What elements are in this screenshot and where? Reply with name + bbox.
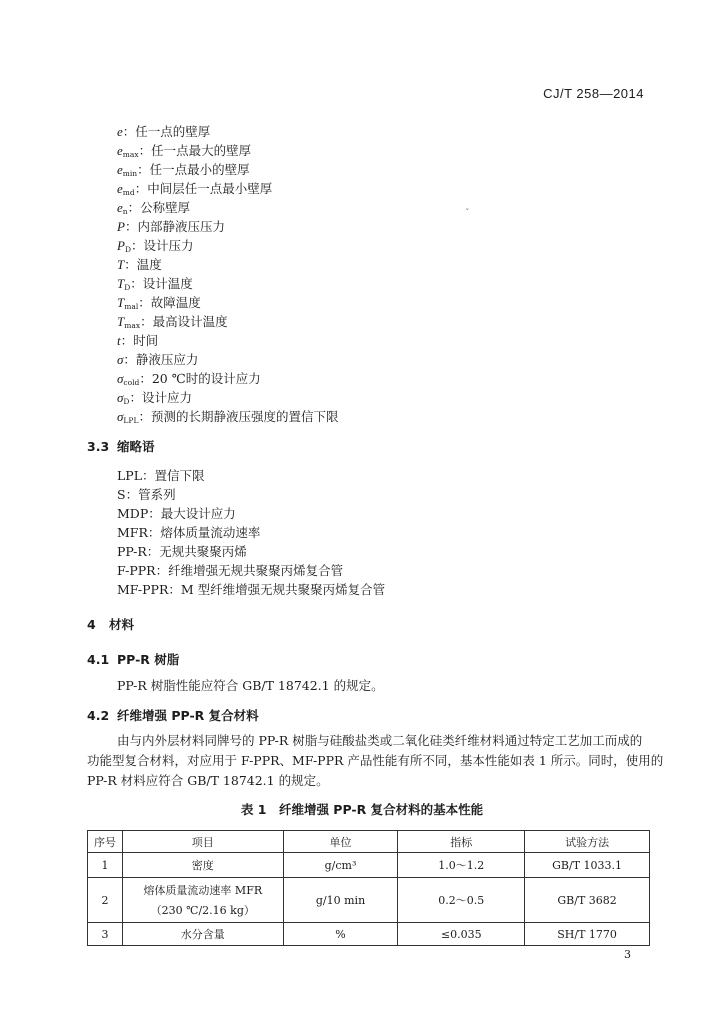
abbreviation-item: S：管系列: [117, 487, 176, 502]
symbol-item: $e_{min}$：任一点最小的壁厚: [117, 162, 250, 178]
cell-unit: %: [283, 923, 398, 946]
header-method: 试验方法: [525, 831, 650, 853]
section-4-2-body-line: PP-R 材料应符合 GB/T 18742.1 的规定。: [87, 773, 329, 788]
header-unit: 单位: [283, 831, 398, 853]
table-1-caption: 表 1 纤维增强 PP-R 复合材料的基本性能: [240, 802, 484, 817]
section-4-1-body: PP-R 树脂性能应符合 GB/T 18742.1 的规定。: [117, 678, 384, 693]
cell-no: 1: [88, 853, 123, 878]
abbreviation-item: MF-PPR：M 型纤维增强无规共聚聚丙烯复合管: [117, 582, 386, 597]
header-spec: 指标: [398, 831, 525, 853]
abbreviation-item: PP-R：无规共聚聚丙烯: [117, 544, 247, 559]
section-4-1-heading: 4.1 PP-R 树脂: [87, 652, 180, 667]
table-row: [88, 923, 650, 946]
cell-no: 2: [88, 878, 123, 923]
abbreviation-item: F-PPR：纤维增强无规共聚聚丙烯复合管: [117, 563, 344, 578]
cell-spec: ≤0.035: [398, 923, 525, 946]
symbol-item: t：时间: [117, 333, 159, 348]
symbol-item: T：温度: [117, 257, 162, 272]
abbreviation-item: LPL：置信下限: [117, 468, 205, 483]
cell-item-line2: （230 ℃/2.16 kg）: [150, 904, 255, 917]
table-row: [88, 853, 650, 878]
table-row: [88, 878, 650, 923]
properties-table: [87, 830, 650, 946]
abbreviation-item: MFR：熔体质量流动速率: [117, 525, 261, 540]
cell-method: GB/T 1033.1: [525, 853, 650, 878]
cell-item: [122, 878, 283, 923]
symbol-item: $P_D$：设计压力: [117, 238, 194, 254]
section-4-2-heading: 4.2 纤维增强 PP-R 复合材料: [87, 708, 259, 723]
symbol-item: P：内部静液压压力: [117, 219, 225, 234]
symbol-item: σ：静液压应力: [117, 352, 199, 367]
section-4-2-body-line: 功能型复合材料，对应用于 F-PPR、MF-PPR 产品性能有所不同，基本性能如表 1 所示。同时，使用的: [87, 753, 664, 768]
cell-item: 密度: [122, 853, 283, 878]
scan-speck: ˇ: [465, 209, 470, 219]
cell-method: GB/T 3682: [525, 878, 650, 923]
symbol-item: $e_n$：公称壁厚: [117, 200, 191, 216]
symbol-item: $T_{max}$：最高设计温度: [117, 314, 228, 330]
symbol-item: $e_{max}$：任一点最大的壁厚: [117, 143, 252, 159]
symbol-item: $\sigma_{cold}$：20 ℃时的设计应力: [117, 371, 261, 387]
cell-unit: g/cm³: [283, 853, 398, 878]
header-item: 项目: [122, 831, 283, 853]
cell-item-line1: 熔体质量流动速率 MFR: [143, 884, 263, 897]
section-4-heading: 4 材料: [87, 617, 135, 632]
page-number: 3: [624, 948, 631, 961]
header-no: 序号: [88, 831, 123, 853]
symbol-item: $e_{md}$：中间层任一点最小壁厚: [117, 181, 273, 197]
table-header-row: [88, 831, 650, 853]
cell-spec: 1.0～1.2: [398, 853, 525, 878]
cell-method: SH/T 1770: [525, 923, 650, 946]
cell-item: 水分含量: [122, 923, 283, 946]
symbol-item: e：任一点的壁厚: [117, 124, 211, 139]
symbol-item: $T_D$：设计温度: [117, 276, 193, 292]
symbol-item: $\sigma_{LPL}$：预测的长期静液压强度的置信下限: [117, 409, 339, 425]
standard-code-header: CJ/T 258—2014: [543, 86, 644, 101]
cell-spec: 0.2～0.5: [398, 878, 525, 923]
symbol-item: $\sigma_D$：设计应力: [117, 390, 192, 406]
abbreviation-item: MDP：最大设计应力: [117, 506, 236, 521]
section-3-3-heading: 3.3 缩略语: [87, 439, 155, 454]
cell-no: 3: [88, 923, 123, 946]
symbol-item: $T_{mal}$：故障温度: [117, 295, 201, 311]
cell-unit: g/10 min: [283, 878, 398, 923]
section-4-2-body-line: 由与内外层材料同牌号的 PP-R 树脂与硅酸盐类或二氧化硅类纤维材料通过特定工艺加工而成的: [117, 733, 643, 748]
